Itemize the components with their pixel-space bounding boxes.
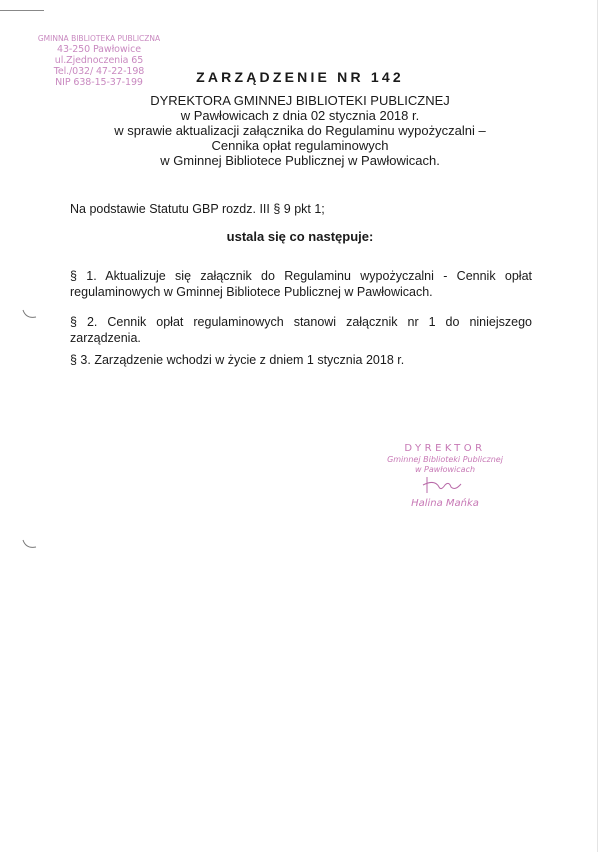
- header-line-library: w Gminnej Bibliotece Publicznej w Pawłowicach.: [160, 153, 440, 168]
- signature-name: Halina Mańka: [411, 498, 479, 509]
- header-line-pricelist: Cennika opłat regulaminowych: [211, 138, 389, 153]
- stamp-line-nip: NIP 638-15-37-199: [55, 77, 143, 88]
- director-signature-stamp: [370, 443, 520, 510]
- section-3: § 3. Zarządzenie wchodzi w życie z dniem 1 stycznia 2018 r.: [70, 353, 405, 367]
- stamp-line-postcode: 43-250 Pawłowice: [57, 44, 141, 55]
- section-1-line-1: § 1. Aktualizuje się załącznik do Regulaminu wypożyczalni - Cennik opłat: [70, 269, 532, 283]
- section-2-line-2: zarządzenia.: [70, 330, 141, 345]
- document-title: ZARZĄDZENIE NR 142: [196, 69, 404, 85]
- signature-title: DYREKTOR: [404, 443, 486, 454]
- stamp-line-name: GMINNA BIBLIOTEKA PUBLICZNA: [37, 34, 161, 43]
- handwritten-signature: [405, 475, 485, 495]
- punch-hole-mark-bottom: [22, 538, 38, 552]
- section-1: [70, 269, 532, 300]
- section-1-line-2: regulaminowych w Gminnej Bibliotece Publicznej w Pawłowicach.: [70, 284, 433, 299]
- scan-right-edge: [597, 0, 598, 852]
- header-line-subject: w sprawie aktualizacji załącznika do Regulaminu wypożyczalni –: [114, 123, 486, 138]
- section-2-line-1: § 2. Cennik opłat regulaminowych stanowi załącznik nr 1 do niniejszego: [70, 315, 532, 329]
- scan-edge-line: [0, 10, 44, 11]
- punch-hole-mark-top: [22, 308, 38, 322]
- stamp-line-phone: Tel./032/ 47-22-198: [53, 66, 145, 77]
- decision-heading: ustala się co następuje:: [226, 229, 374, 244]
- stamp-line-street: ul.Zjednoczenia 65: [54, 55, 144, 66]
- signature-institution-line-2: w Pawłowicach: [414, 465, 476, 474]
- header-line-issuer: DYREKTORA GMINNEJ BIBLIOTEKI PUBLICZNEJ: [150, 93, 450, 108]
- signature-institution-line-1: Gminnej Biblioteki Publicznej: [387, 455, 503, 464]
- document-header: [60, 93, 540, 168]
- section-2: [70, 315, 532, 346]
- header-line-date: w Pawłowicach z dnia 02 stycznia 2018 r.: [180, 108, 420, 123]
- legal-basis: Na podstawie Statutu GBP rozdz. III § 9 pkt 1;: [70, 202, 325, 216]
